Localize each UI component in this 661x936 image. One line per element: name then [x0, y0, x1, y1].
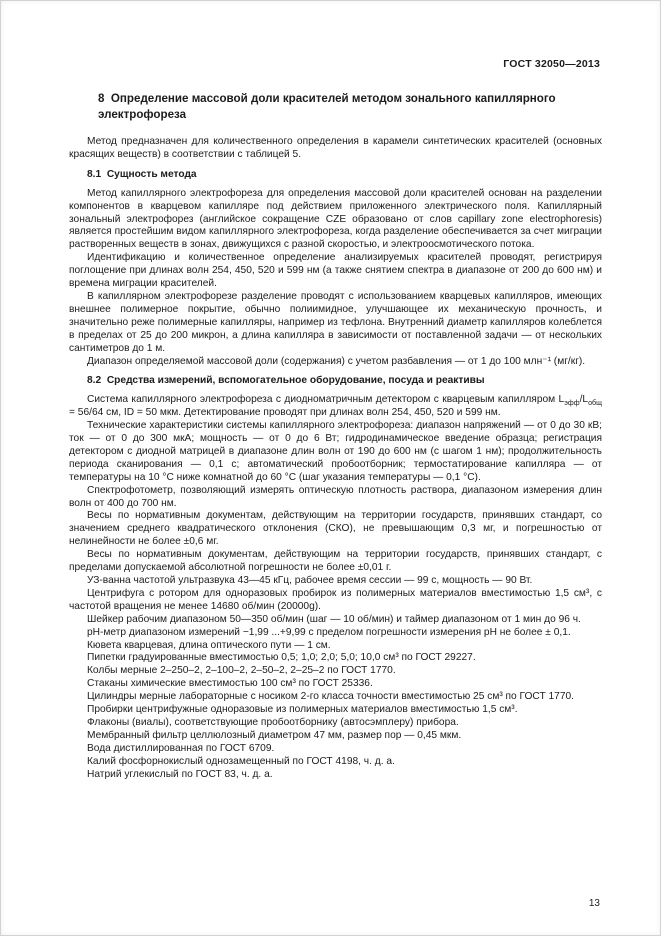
paragraph: Технические характеристики системы капиллярного электрофореза: диапазон напряжений — от 0 до 30 кВ; ток — от 0 до 300 мкА; мощность — от 0 до 6 Вт; гидродинамическое введение образца; регистрация детектором с диодной матрицей в диапазоне длин волн от 190 до 600 нм (с шагом 1 нм); продолжительность периода сканирования — 0,1 с; автоматический пробоотборник; термостатирование капилляра — от температуры на 10 °С ниже комнатной до 60 °С (шаг указания температуры — 0,1 °С).: [69, 420, 602, 483]
paragraph: Натрий углекислый по ГОСТ 83, ч. д. а.: [87, 768, 273, 780]
paragraph: Весы по нормативным документам, действующим на территории государств, принявших стандарт, со значением среднего квадратического отклонения (СКО), не превышающим 0,3 мг, и погрешностью от нелинейности не более ±0,6 мг.: [69, 510, 602, 548]
paragraph: Флаконы (виалы), соответствующие пробоотборнику (автосэмплеру) прибора.: [87, 716, 459, 728]
paragraph: Идентификацию и количественное определение анализируемых красителей проводят, регистрируя поглощение при длинах волн 254, 450, 520 и 599 нм (а также снятием спектра в диапазоне от 200 до 600 нм) и времена миграции красителей.: [69, 252, 602, 290]
paragraph: Вода дистиллированная по ГОСТ 6709.: [87, 742, 275, 754]
paragraph: Диапазон определяемой массовой доли (содержания) с учетом разбавления — от 1 до 100 млн⁻¹ (мг/кг).: [87, 355, 586, 367]
document-content: [69, 91, 602, 782]
subsection-heading: 8.1 Сущность метода: [87, 168, 197, 180]
paragraph: УЗ-ванна частотой ультразвука 43—45 кГц, рабочее время сессии — 99 с, мощность — 90 Вт.: [87, 575, 533, 586]
subsection-heading: 8.2 Средства измерений, вспомогательное оборудование, посуда и реактивы: [87, 375, 485, 387]
paragraph: Весы по нормативным документам, действующим на территории государств, принявших стандарт, с пределами допускаемой абсолютной погрешности не более ±0,01 г.: [69, 549, 602, 574]
paragraph: Пробирки центрифужные одноразовые из полимерных материалов вместимостью 1,5 см³.: [87, 704, 518, 716]
paragraph: Спектрофотометр, позволяющий измерять оптическую плотность раствора, диапазоном измерения длин волн от 400 до 700 нм.: [69, 484, 602, 509]
paragraph: Метод предназначен для количественного определения в карамели синтетических красителей (основных красящих веществ) в соответствии с таблицей 5.: [69, 136, 602, 160]
paragraph: В капиллярном электрофорезе разделение проводят с использованием кварцевых капилляров, имеющих внешнее полимерное покрытие, обычно полиимидное, улучшающее их механическую прочность, и значительно реже полимерные капилляры, например из тефлона. Внутренний диаметр капилляров колеблется в пределах от 25 до 200 микрон, а длина капилляра в зависимости от поставленной задачи — от нескольких сантиметров до 1 м.: [69, 290, 602, 354]
document-standard-code: ГОСТ 32050—2013: [503, 58, 600, 70]
paragraph: Метод капиллярного электрофореза для определения массовой доли красителей основан на разделении компонентов в кварцевом капилляре под действием приложенного электрического поля. Капиллярный зональный электрофорез (английское сокращение CZE образовано от слов capillary zone electrophoresis) является простейшим видом капиллярного электрофореза, когда разделение обеспечивается за счет миграции растворенных веществ в зонах, движущихся с разной скоростью, и электроосмотического потока.: [69, 187, 602, 251]
page-number: 13: [588, 898, 600, 909]
paragraph: Пипетки градуированные вместимостью 0,5; 1,0; 2,0; 5,0; 10,0 см³ по ГОСТ 29227.: [87, 652, 476, 664]
paragraph: Центрифуга с ротором для одноразовых пробирок из полимерных материалов вместимостью 1,5 см³, с частотой вращения не менее 14680 об/мин (20000g).: [69, 587, 602, 612]
paragraph: Кювета кварцевая, длина оптического пути — 1 см.: [87, 639, 331, 651]
paragraph: Шейкер рабочим диапазоном 50—350 об/мин (шаг — 10 об/мин) и таймер диапазоном от 1 мин до 96 ч.: [87, 613, 581, 625]
paragraph: Система капиллярного электрофореза с диодноматричным детектором с кварцевым капилляром $L_{эфф}/L_{общ} = 56/64$ см, ID = 50 мкм. Детектирование проводят при длинах волн 254, 450, 520 и 599 нм.: [69, 394, 602, 419]
section-heading: 8 Определение массовой доли красителей методом зонального капиллярного электрофореза: [98, 92, 556, 121]
paragraph: Колбы мерные 2–250–2, 2–100–2, 2–50–2, 2–25–2 по ГОСТ 1770.: [87, 665, 396, 677]
paragraph: Цилиндры мерные лабораторные с носиком 2-го класса точности вместимостью 25 см³ по ГОСТ 1770.: [87, 691, 574, 703]
paragraph: Калий фосфорнокислый однозамещенный по ГОСТ 4198, ч. д. а.: [87, 755, 395, 767]
paragraph: Стаканы химические вместимостью 100 см³ по ГОСТ 25336.: [87, 678, 373, 690]
paragraph: Мембранный фильтр целлюлозный диаметром 47 мм, размер пор — 0,45 мкм.: [87, 729, 462, 741]
paragraph: рН-метр диапазоном измерений −1,99 ...+9,99 с пределом погрешности измерения рН не более ± 0,1.: [87, 626, 571, 638]
